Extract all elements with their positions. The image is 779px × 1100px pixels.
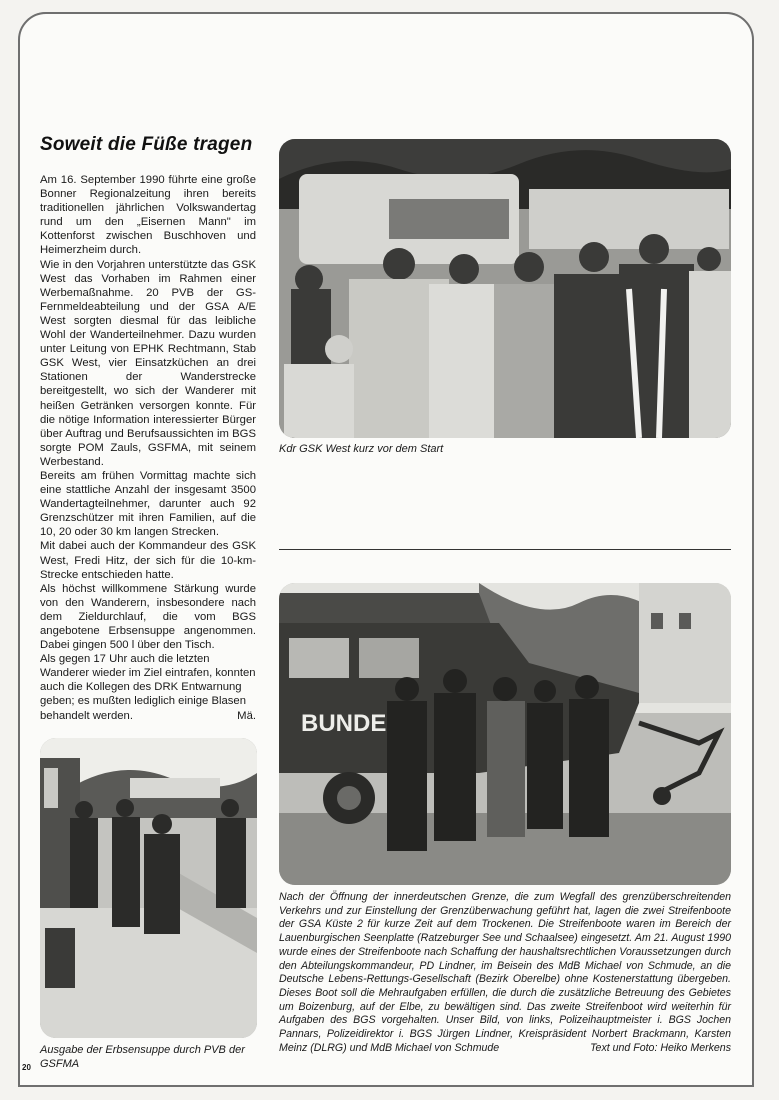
caption-hikers: Kdr GSK West kurz vor dem Start	[279, 443, 444, 455]
paragraph-3: Bereits am frühen Vormittag machte sich eine stattliche Anzahl der insgesamt 3500 Wandertagteilnehmer, darunter auch 92 Grenzschützer mit ihren Familien, auf die 10, 20 oder 30 km langen Strecken.	[40, 469, 256, 539]
photo-hikers-start	[279, 139, 731, 438]
boat-lettering: BUNDE	[301, 710, 387, 737]
caption-boat-text: Nach der Öffnung der innerdeutschen Grenze, die zum Wegfall des grenzüberschreitenden Verkehrs und zur Einstellung der Grenzüberwachung geführt hat, lagen die zwei Streifenboote der GSA Küste 2 für kurze Zeit auf dem Trockenen. Die Streifenboote waren im Bereich der Lauenburgischen Seenplatte (Ratzeburger See und Schaalsee) eingesetzt. Am 21. August 1990 wurde eines der Streifenboote nach Schaffung der haushaltsrechtlichen Voraussetzungen durch den Abteilungskommandeur, PD Lindner, im Beisein des MdB Michael von Schmude, an die Deutsche Lebens-Rettungs-Gesellschaft (Bezirk Oberelbe) ohne Kostenerstattung übergeben. Dieses Boot soll die Mehraufgaben erfüllen, die durch die zusätzliche Betreuung des Gebietes um Boizenburg, auf der Elbe, zu bewältigen sind. Das zweite Streifenboot wird weiterhin für Aufgaben des BGS vorgehalten. Unser Bild, von links, Polizeihauptmeister i. BGS Jochen Pannars, Polizeidirektor i. BGS Jürgen Lindner, Kreispräsident Norbert Brackmann, Karsten Meinz (DLRG) und MdB Michael von Schmude	[279, 891, 731, 1054]
paragraph-6	[40, 652, 256, 722]
photo-boat-image	[279, 583, 731, 885]
article-body	[40, 173, 256, 723]
photo-soup-distribution	[40, 738, 257, 1038]
paragraph-2: Wie in den Vorjahren unterstützte das GSK West das Vorhaben im Rahmen einer Werbemaßnahme. 20 PVB der GS-Fernmeldeabteilung und der GSA A/E West sorgten diesmal für das leibliche Wohl der Wanderteilnehmer. Dazu wurden unter Leitung von EPHK Rechtmann, Stab GSK West, vier Einsatzküchen an drei Stationen der Wanderstrecke bereitgestellt, wo sich der Wanderer mit heißen Getränken versorgen konnte. Für die nötige Information interessierter Bürger über Auftrag und Berufsaussichten im BGS sorgte POM Zauls, GSFMA, mit seinem Werbestand.	[40, 258, 256, 468]
author-signature: Mä.	[237, 709, 256, 722]
photo-boat-handover	[279, 583, 731, 885]
photo-credit: Text und Foto: Heiko Merkens	[590, 1041, 731, 1054]
caption-boat	[279, 891, 731, 1055]
photo-hikers-image	[279, 139, 731, 438]
article-title: Soweit die Füße tragen	[40, 134, 253, 155]
caption-boat-paragraph	[279, 891, 731, 1055]
last-paragraph-text: Als gegen 17 Uhr auch die letzten Wanderer wieder im Ziel eintrafen, konnten auch die Kollegen des DRK Entwarnung geben; es mußten lediglich einige Blasen behandelt werden.	[40, 653, 256, 722]
paragraph-4: Mit dabei auch der Kommandeur des GSK West, Fredi Hitz, der sich für die 10-km-Strecke entschieden hatte.	[40, 540, 256, 581]
section-divider	[279, 549, 731, 550]
photo-soup-image	[40, 738, 257, 1038]
caption-soup: Ausgabe der Erbsensuppe durch PVB der GSFMA	[40, 1044, 245, 1070]
paragraph-1: Am 16. September 1990 führte eine große Bonner Regionalzeitung ihren bereits traditionellen jährlichen Volkswandertag rund um den „Eisernen Mann" im Kottenforst zwischen Buschhoven und Heimerzheim durch.	[40, 174, 256, 257]
paragraph-5: Als höchst willkommene Stärkung wurde von den Wanderern, insbesondere nach dem Zieldurchlauf, die vom BGS angebotene Erbsensuppe angenommen. Dabei gingen 500 l über den Tisch.	[40, 582, 256, 652]
page-number: 20	[22, 1063, 31, 1072]
